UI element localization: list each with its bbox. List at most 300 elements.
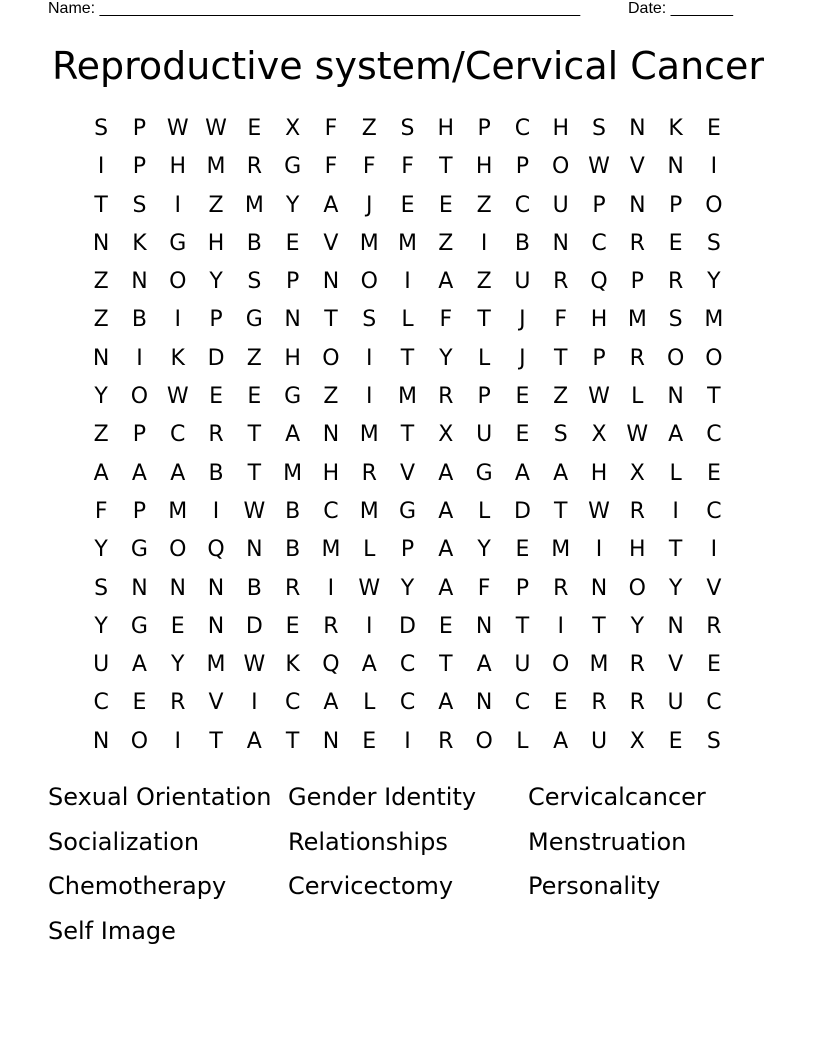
grid-letter: G <box>398 498 417 524</box>
grid-row <box>82 455 733 493</box>
word-list-item: Cervicalcancer <box>528 783 706 811</box>
grid-letter: Z <box>93 307 109 333</box>
grid-letter: I <box>174 192 181 218</box>
grid-letter: O <box>552 154 570 180</box>
grid-letter: T <box>477 307 491 333</box>
grid-letter: B <box>285 498 301 524</box>
grid-letter: I <box>404 269 411 295</box>
grid-letter: E <box>438 613 453 639</box>
grid-letter: I <box>595 537 603 563</box>
grid-letter: O <box>130 384 149 410</box>
grid-letter: A <box>93 460 109 486</box>
grid-letter: O <box>360 269 378 295</box>
grid-letter: E <box>668 728 683 754</box>
grid-letter: L <box>669 460 682 486</box>
grid-letter: K <box>285 652 300 678</box>
grid-letter: O <box>552 652 570 678</box>
grid-letter: J <box>365 192 373 218</box>
grid-letter: I <box>97 154 105 180</box>
grid-letter: P <box>400 537 415 563</box>
grid-letter: H <box>437 116 455 141</box>
grid-letter: P <box>132 116 147 141</box>
grid-letter: P <box>132 154 147 180</box>
grid-letter: E <box>132 690 147 716</box>
grid-letter: T <box>707 384 721 410</box>
grid-letter: E <box>438 192 453 218</box>
grid-row <box>82 110 733 148</box>
grid-letter: T <box>668 537 683 563</box>
grid-letter: B <box>131 307 147 333</box>
grid-letter: I <box>365 345 373 371</box>
grid-letter: T <box>324 307 338 333</box>
grid-row <box>82 608 733 646</box>
grid-letter: C <box>706 690 722 716</box>
grid-letter: Q <box>207 537 225 563</box>
grid-letter: X <box>629 460 645 486</box>
grid-letter: I <box>710 537 718 563</box>
grid-letter: Y <box>630 613 645 639</box>
grid-letter: S <box>132 192 147 218</box>
grid-letter: A <box>170 460 186 486</box>
grid-letter: S <box>553 422 568 448</box>
grid-letter: H <box>284 345 301 371</box>
grid-letter: Z <box>93 422 109 448</box>
grid-letter: R <box>553 575 569 601</box>
grid-letter: Z <box>476 269 492 295</box>
grid-letter: I <box>174 728 181 754</box>
grid-letter: D <box>513 498 531 524</box>
grid-letter: E <box>706 460 721 486</box>
grid-letter: M <box>589 652 609 678</box>
grid-letter: S <box>706 230 721 256</box>
grid-letter: T <box>247 422 262 448</box>
grid-letter: D <box>399 613 416 639</box>
grid-row <box>82 570 733 608</box>
grid-row <box>82 416 733 454</box>
grid-letter: V <box>323 230 339 256</box>
grid-letter: O <box>628 575 646 601</box>
grid-letter: W <box>166 384 189 410</box>
grid-letter: E <box>170 613 185 639</box>
grid-letter: O <box>705 345 723 371</box>
grid-letter: N <box>207 613 225 639</box>
grid-letter: M <box>321 537 341 563</box>
grid-letter: N <box>629 116 646 141</box>
grid-letter: J <box>519 307 526 333</box>
grid-letter: B <box>246 230 262 256</box>
grid-letter: M <box>206 652 226 678</box>
grid-letter: B <box>208 460 224 486</box>
grid-letter: V <box>668 652 684 678</box>
word-list <box>48 778 768 957</box>
grid-letter: W <box>166 116 189 141</box>
grid-letter: R <box>629 498 645 524</box>
grid-letter: G <box>130 613 148 639</box>
grid-letter: N <box>284 307 301 333</box>
grid-letter: F <box>94 498 108 524</box>
grid-letter: T <box>247 460 262 486</box>
grid-row <box>82 493 733 531</box>
grid-letter: Y <box>707 269 721 295</box>
grid-letter: H <box>169 154 187 180</box>
grid-letter: I <box>327 575 335 601</box>
grid-letter: A <box>323 192 339 218</box>
grid-letter: R <box>438 728 454 754</box>
grid-letter: G <box>130 537 148 563</box>
grid-letter: P <box>515 154 530 180</box>
grid-letter: S <box>247 269 262 295</box>
grid-letter: F <box>554 307 568 333</box>
grid-letter: R <box>284 575 301 601</box>
grid-letter: P <box>592 345 606 371</box>
grid-letter: A <box>438 498 454 524</box>
grid-letter: N <box>92 230 110 256</box>
grid-letter: X <box>285 116 301 141</box>
grid-letter: S <box>362 307 377 333</box>
grid-letter: N <box>667 613 684 639</box>
grid-letter: C <box>514 690 531 716</box>
grid-letter: R <box>170 690 186 716</box>
grid-row <box>82 723 733 761</box>
grid-letter: N <box>322 269 340 295</box>
grid-letter: Z <box>246 345 262 371</box>
grid-letter: V <box>399 460 416 486</box>
grid-letter: U <box>590 728 608 754</box>
grid-letter: U <box>514 652 531 678</box>
grid-letter: N <box>629 192 646 218</box>
grid-letter: K <box>170 345 185 371</box>
grid-letter: E <box>706 652 721 678</box>
grid-letter: A <box>438 690 454 716</box>
grid-letter: N <box>475 690 493 716</box>
grid-letter: M <box>398 384 418 410</box>
grid-letter: F <box>439 307 453 333</box>
grid-letter: I <box>365 613 373 639</box>
grid-letter: C <box>399 690 416 716</box>
grid-letter: W <box>243 652 266 678</box>
grid-letter: E <box>247 116 262 141</box>
grid-letter: L <box>631 384 644 410</box>
grid-letter: G <box>475 460 493 486</box>
grid-letter: A <box>323 690 339 716</box>
grid-letter: M <box>359 422 379 448</box>
grid-row <box>82 646 733 684</box>
grid-letter: R <box>706 613 722 639</box>
grid-letter: N <box>475 613 493 639</box>
grid-letter: I <box>480 230 488 256</box>
grid-letter: V <box>208 690 224 716</box>
page-title: Reproductive system/Cervical Cancer <box>51 44 765 88</box>
grid-letter: H <box>475 154 493 180</box>
grid-letter: U <box>93 652 110 678</box>
grid-letter: T <box>209 728 223 754</box>
word-list-item: Self Image <box>48 917 176 946</box>
grid-row <box>82 148 733 186</box>
grid-letter: N <box>667 384 684 410</box>
grid-letter: U <box>552 192 569 218</box>
grid-letter: C <box>591 230 607 256</box>
grid-letter: H <box>207 230 225 256</box>
grid-letter: C <box>323 498 339 524</box>
grid-letter: A <box>438 575 454 601</box>
grid-letter: P <box>132 422 147 448</box>
grid-letter: E <box>209 384 223 410</box>
grid-letter: X <box>438 422 454 448</box>
grid-letter: R <box>629 652 645 678</box>
grid-letter: T <box>285 728 300 754</box>
grid-letter: A <box>668 422 684 448</box>
grid-letter: N <box>667 154 684 180</box>
grid-letter: I <box>174 307 181 333</box>
grid-letter: C <box>514 192 531 218</box>
grid-letter: E <box>515 422 530 448</box>
grid-letter: Z <box>93 269 109 295</box>
grid-row <box>82 263 733 301</box>
grid-letter: S <box>94 575 109 601</box>
grid-letter: F <box>477 575 491 601</box>
grid-letter: N <box>131 575 148 601</box>
grid-letter: S <box>400 116 415 141</box>
grid-letter: L <box>363 690 376 716</box>
grid-letter: V <box>629 154 645 180</box>
grid-letter: C <box>284 690 301 716</box>
grid-letter: P <box>477 116 491 141</box>
grid-letter: U <box>476 422 493 448</box>
grid-letter: Y <box>439 345 453 371</box>
grid-letter: Y <box>94 537 108 563</box>
grid-letter: T <box>439 154 453 180</box>
grid-letter: X <box>591 422 607 448</box>
grid-letter: M <box>168 498 188 524</box>
grid-letter: P <box>209 307 223 333</box>
grid-letter: I <box>710 154 718 180</box>
grid-letter: T <box>400 422 415 448</box>
grid-letter: O <box>666 345 685 371</box>
grid-letter: R <box>361 460 377 486</box>
grid-letter: M <box>627 307 647 333</box>
grid-letter: T <box>553 345 568 371</box>
grid-letter: R <box>667 269 684 295</box>
grid-letter: Z <box>476 192 492 218</box>
grid-letter: W <box>588 154 610 180</box>
grid-letter: S <box>668 307 683 333</box>
grid-letter: R <box>438 384 454 410</box>
grid-letter: W <box>358 575 381 601</box>
grid-letter: T <box>515 613 530 639</box>
grid-letter: N <box>322 422 340 448</box>
grid-letter: W <box>626 422 649 448</box>
grid-letter: G <box>245 307 263 333</box>
grid-letter: E <box>553 690 568 716</box>
grid-row <box>82 531 733 569</box>
grid-letter: T <box>400 345 415 371</box>
grid-letter: N <box>169 575 186 601</box>
grid-letter: Q <box>590 269 608 295</box>
word-list-item: Relationships <box>288 827 448 856</box>
grid-letter: I <box>136 345 143 371</box>
grid-letter: X <box>629 728 645 754</box>
grid-letter: P <box>592 192 606 218</box>
grid-letter: Y <box>400 575 415 601</box>
grid-letter: Y <box>209 269 223 295</box>
grid-letter: E <box>362 728 377 754</box>
grid-letter: I <box>404 728 411 754</box>
word-list-item: Personality <box>528 872 661 901</box>
grid-letter: A <box>131 652 147 678</box>
grid-letter: P <box>630 269 644 295</box>
grid-letter: A <box>514 460 530 486</box>
grid-row <box>82 301 733 339</box>
grid-letter: V <box>706 575 722 601</box>
grid-letter: A <box>438 460 454 486</box>
grid-letter: Z <box>553 384 569 410</box>
grid-letter: R <box>553 269 569 295</box>
grid-letter: P <box>132 498 147 524</box>
grid-letter: E <box>400 192 415 218</box>
grid-letter: Z <box>208 192 224 218</box>
grid-letter: H <box>552 116 569 141</box>
grid-letter: M <box>398 230 418 256</box>
grid-letter: A <box>438 269 454 295</box>
grid-letter: M <box>704 307 724 333</box>
grid-letter: M <box>359 230 379 256</box>
grid-letter: M <box>206 154 226 180</box>
grid-letter: A <box>131 460 147 486</box>
grid-letter: Z <box>438 230 454 256</box>
grid-letter: E <box>285 613 300 639</box>
word-list-item: Gender Identity <box>288 783 477 811</box>
grid-letter: E <box>285 230 300 256</box>
grid-letter: O <box>705 192 723 218</box>
grid-letter: R <box>629 345 645 371</box>
grid-letter: G <box>284 154 302 180</box>
grid-letter: I <box>672 498 679 524</box>
grid-letter: N <box>92 345 110 371</box>
grid-letter: L <box>477 498 491 524</box>
grid-letter: R <box>591 690 607 716</box>
grid-letter: C <box>706 422 722 448</box>
name-field-line: Name: ______________________________________________________ <box>48 0 581 17</box>
grid-letter: C <box>170 422 186 448</box>
grid-letter: Q <box>322 652 340 678</box>
word-list-item: Chemotherapy <box>48 872 227 901</box>
grid-letter: N <box>590 575 608 601</box>
grid-row <box>82 225 733 263</box>
grid-letter: N <box>322 728 340 754</box>
grid-letter: I <box>557 613 564 639</box>
grid-letter: J <box>519 345 526 371</box>
grid-letter: Z <box>323 384 339 410</box>
grid-letter: N <box>207 575 225 601</box>
grid-letter: Y <box>94 384 108 410</box>
grid-letter: U <box>667 690 684 716</box>
word-list-item: Socialization <box>48 827 200 856</box>
grid-letter: I <box>212 498 220 524</box>
grid-letter: D <box>245 613 263 639</box>
grid-letter: A <box>553 728 569 754</box>
grid-letter: C <box>399 652 416 678</box>
grid-letter: E <box>515 384 530 410</box>
grid-letter: M <box>359 498 379 524</box>
grid-letter: R <box>208 422 224 448</box>
grid-letter: A <box>476 652 492 678</box>
grid-letter: B <box>246 575 262 601</box>
grid-letter: S <box>592 116 606 141</box>
grid-letter: B <box>285 537 301 563</box>
grid-letter: P <box>285 269 300 295</box>
grid-letter: O <box>169 537 187 563</box>
grid-letter: F <box>324 116 338 141</box>
grid-letter: M <box>551 537 571 563</box>
grid-letter: B <box>514 230 530 256</box>
grid-letter: C <box>93 690 109 716</box>
grid-letter: K <box>668 116 683 141</box>
grid-letter: O <box>169 269 187 295</box>
grid-letter: E <box>706 116 721 141</box>
grid-letter: H <box>322 460 340 486</box>
grid-letter: H <box>629 537 646 563</box>
word-list-item: Menstruation <box>528 827 687 856</box>
grid-letter: N <box>92 728 110 754</box>
grid-letter: Z <box>361 116 377 141</box>
grid-letter: L <box>477 345 491 371</box>
grid-letter: P <box>515 575 530 601</box>
grid-letter: N <box>246 537 263 563</box>
grid-letter: A <box>553 460 569 486</box>
grid-letter: R <box>246 154 262 180</box>
grid-letter: T <box>592 613 606 639</box>
grid-row <box>82 684 733 722</box>
grid-row <box>82 187 733 225</box>
grid-letter: H <box>590 307 608 333</box>
grid-letter: P <box>477 384 491 410</box>
grid-letter: H <box>590 460 608 486</box>
grid-letter: O <box>130 728 149 754</box>
grid-row <box>82 340 733 378</box>
grid-letter: S <box>94 116 109 141</box>
grid-letter: F <box>401 154 414 180</box>
grid-letter: P <box>668 192 683 218</box>
grid-letter: U <box>514 269 531 295</box>
grid-letter: A <box>361 652 377 678</box>
grid-letter: O <box>475 728 493 754</box>
grid-row <box>82 378 733 416</box>
grid-letter: A <box>285 422 301 448</box>
grid-letter: M <box>283 460 303 486</box>
word-list-item: Sexual Orientation <box>48 783 272 811</box>
grid-letter: D <box>207 345 225 371</box>
grid-letter: W <box>243 498 266 524</box>
grid-letter: C <box>706 498 722 524</box>
grid-letter: Y <box>477 537 491 563</box>
grid-letter: A <box>438 537 454 563</box>
grid-letter: L <box>401 307 414 333</box>
grid-letter: F <box>362 154 376 180</box>
grid-letter: Y <box>171 652 185 678</box>
grid-letter: K <box>132 230 147 256</box>
grid-letter: N <box>552 230 569 256</box>
grid-letter: R <box>629 230 645 256</box>
date-field-line: Date: _______ <box>628 0 733 17</box>
grid-letter: I <box>365 384 373 410</box>
grid-letter: S <box>706 728 721 754</box>
grid-letter: T <box>94 192 108 218</box>
grid-letter: F <box>324 154 338 180</box>
grid-letter: W <box>205 116 227 141</box>
grid-letter: E <box>515 537 530 563</box>
grid-letter: Y <box>668 575 683 601</box>
grid-letter: L <box>363 537 376 563</box>
